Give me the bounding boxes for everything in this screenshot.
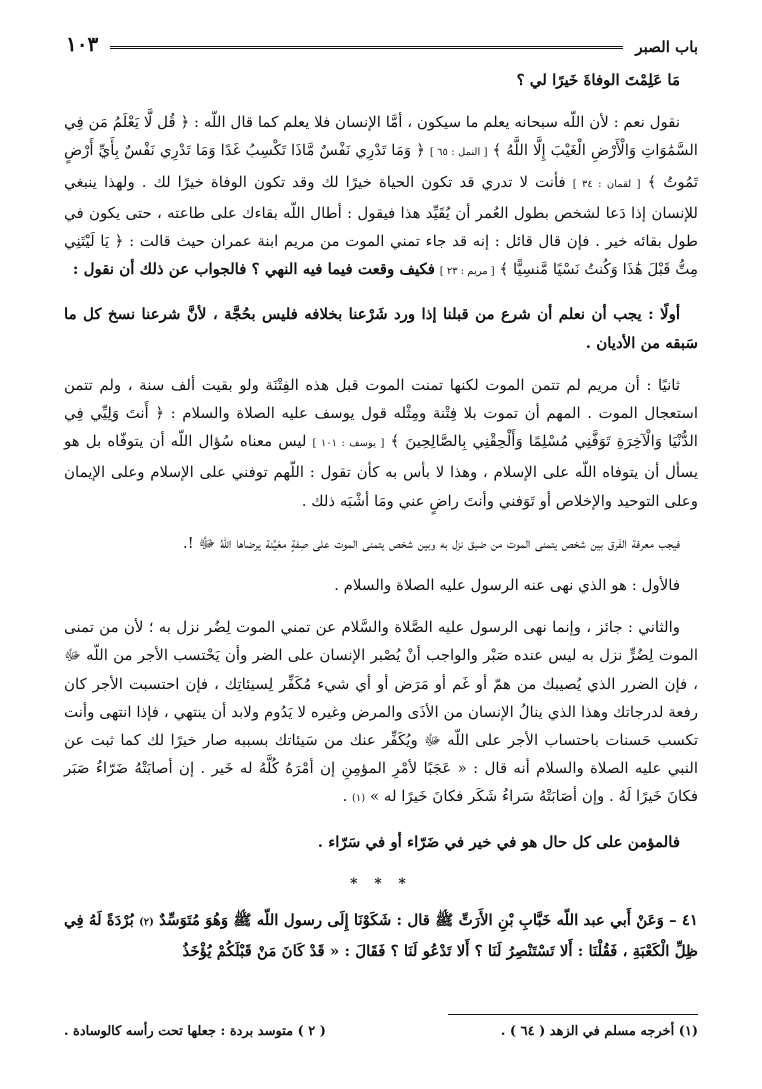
para6-end: . [342,787,348,806]
hadith-41 [64,906,698,965]
para1-tail: فأنت لا تدري قد تكون الحياة خيرًا لك وقد تكون الوفاة خيرًا لك . ولهذا ينبغي للإنسان إذا دَعا لشخص بطول العُمر أن يُقَيِّد هذا فيقول : أطال اللّه بقاءك على طاعته ، حتى يكون في طول بقائه خير . فإن قال قائل : إنه قد جاء تمني الموت من مريم ابنة عمران حيث قالت : ﴿ يَا لَيْتَنِي مِتُّ قَبْلَ هَٰذَا وَكُنتُ نَسْيًا مَّنسِيًّا ﴾ [64,172,698,279]
paragraph-conclusion: فالمؤمن على كل حال هو في خير في ضَرّاء أو في سَرّاء . [317,832,680,851]
para1-verse: ﴿ وَمَا تَدْرِي نَفْسٌ مَّاذَا تَكْسِبُ غَدًا وَمَا تَدْرِي نَفْسٌ بِأَيِّ أَرْضٍ تَمُوتُ ﴾ [64,141,698,191]
hadith-quote: « عَجَبًا لأمْرِ المؤمِنِ إن أمْرَهُ كُلَّهُ له خَير . إن أصابَتْهُ ضَرّاءُ صَبَر فكانَ خَيرًا لَهُ . وإن أصَابَتْهُ سَراءُ شَكَر فكانَ خَيرًا له » [64,759,698,806]
page-header [66,30,698,56]
paragraph-second-point [64,371,698,515]
para6-lead: والثاني : جائز ، وإنما نهى الرسول عليه الصَّلاة والسَّلام عن تمني الموت لِضُر نزل به ؛ لأن من تمنى الموت لِضُرٍّ نزل به ليس عنده صَبْر والواجب أنْ يُصْبر الإنسان على الضر وأن يَحْتسب الأجر من اللّه ﷻ ، فإن الضرر الذي يُصيبك من همّ أو غَم أو مَرَض أو أي شيء مُكَفِّر لِسيئاتِك ، فإن احتسبت الأجر كان رفعة لدرجاتك وهذا الذي ينالُ الإنسان من الأذَى والمرض وغيره لا يَدُوم ولابد أن ينتهي ، فإذا انتهى وأنت تكسب حَسنات باحتساب الأجر على اللّه ﷻ ويُكَفِّر عنك من سَيئاتك بسببه صار خيرًا لك كما ثبت عن النبي عليه الصلاة والسلام أنه قال : [64,618,699,778]
para1-lead: نقول نعم : لأن اللّه سبحانه يعلم ما سيكون ، أمَّا الإنسان فلا يعلم كما قال اللّه : ﴿ قُل لَّا يَعْلَمُ مَن فِي السَّمَٰوَاتِ وَالْأَرْضِ الْغَيْبَ إِلَّا اللَّهُ ﴾ [64,113,698,160]
quran-ref: [ مريم : ٢٣ ] [439,266,495,278]
hadith-number: ٤١ – [669,911,698,930]
footnote-marker: (٢) [139,917,154,929]
chapter-title: باب الصبر [635,38,698,56]
quran-ref: [ لقمان : ٣٤ ] [572,178,641,190]
footnote-marker: (١) [352,793,366,805]
paragraph-answer [64,108,698,286]
quran-ref: [ يوسف : ١٠١ ] [312,438,385,450]
paragraph-difference: فيجب معرفة الفَرق بين شخص يتمنى الموت من ضيق نزل به وبين شخص يتمنى الموت على صِفةٍ معَيَّنة يرضاها اللّهُ ﷻ !. [182,533,680,552]
footnote-rule [448,1014,698,1015]
footnote-1: (١) أخرجه مسلم في الزهد ( ٦٤ ) . [500,1024,698,1039]
header-rule [110,46,623,49]
footnote-2: ( ٢ ) متوسد بردة : جعلها تحت رأسه كالوسادة . [64,1024,326,1039]
paragraph-second-case [64,613,698,813]
para3-tail: ليس معناه سُؤال اللّه أن يتوفّاه بل هو يسأل أن يتوفاه اللّه على الإسلام ، وهذا لا بأس به كأن تقول : اللّهم توفني على الإسلام وعلى الإيمان وعلى التوحيد والإخلاص أو تَوَفني وأنتَ راضٍ عني ومَا أشْبَه ذلك . [64,432,698,510]
hadith-text: وَعَنْ أَبي عبد اللّه خَبَّابِ بْنِ الأَرَتِّ ﷺ قال : شَكَوْنَا إِلَى رسول اللّه ﷺ وَهُوَ مُتَوَسِّدٌ [159,911,664,930]
page-body [64,66,698,979]
paragraph-first-case: فالأول : هو الذي نهى عنه الرسول عليه الصلاة والسلام . [334,576,680,595]
quran-ref: [ النمل : ٦٥ ] [429,147,488,159]
hadith-text-2: بُرْدَةً لَهُ فِي ظِلِّ الْكَعْبَةِ ، فَقُلْنَا : أَلا تَسْتَنْصِرُ لَنَا ؟ أَلا تَدْعُو لَنَا ؟ فَقَالَ : « قَدْ كَانَ مَنْ قَبْلَكُمْ يُؤْخَذُ [64,911,698,961]
para3-lead: ثانيًا : أن مريم لم تتمن الموت لكنها تمنت الموت قبل هذه الفِتْنَة ولو بقيت ألف سنة ، ولم تتمن استعجال الموت . المهم أن تموت بلا فِتْنة ومِثْله قول يوسف عليه الصلاة والسلام : ﴿ أَنتَ وَلِيِّي فِي الدُّنْيَا وَالْآخِرَةِ تَوَفَّنِي مُسْلِمًا وَأَلْحِقْنِي بِالصَّالِحِينَ ﴾ [64,375,698,451]
page-number: ١٠٣ [66,32,99,56]
paragraph-first-point: أولًا : يجب أن نعلم أن شرع من قبلنا إذا ورد شَرْعنا بخلافه فليس بحُجَّة ، لأنَّ شرعنا نسخ كل ما سَبقه من الأديان . [64,305,698,352]
para1-end: فكيف وقعت فيما فيه النهي ؟ فالجواب عن ذلك أن نقول : [72,260,435,279]
section-separator: * * * [350,875,412,892]
footnotes [64,1024,698,1039]
question-line: مَا عَلِمْتَ الوفاةَ خَيرًا لي ؟ [516,71,680,89]
